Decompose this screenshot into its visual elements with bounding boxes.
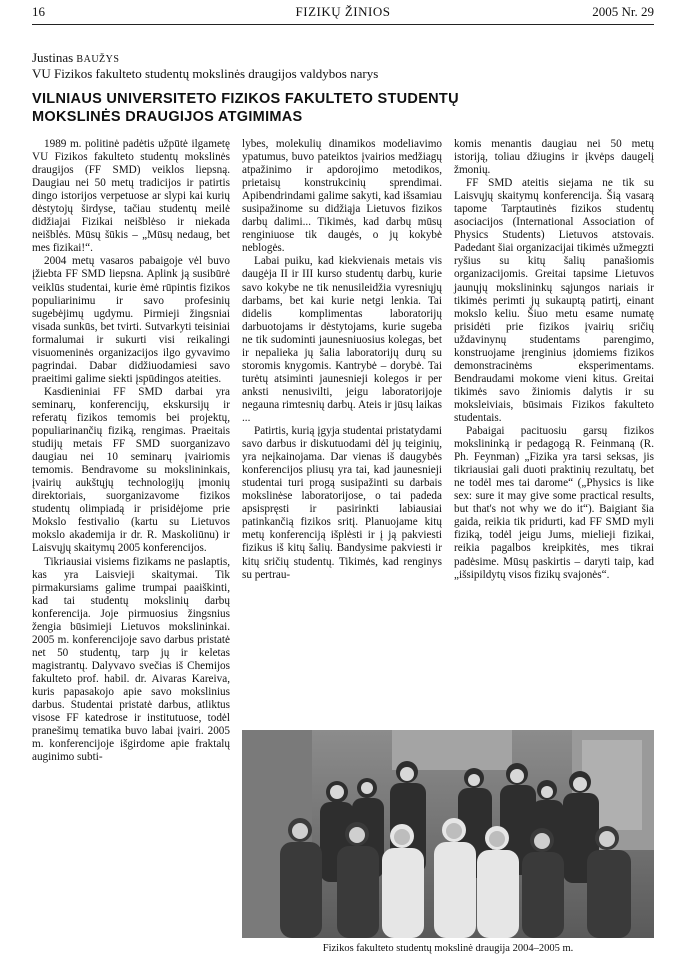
author-first-name: Justinas	[32, 50, 77, 65]
group-photo-image	[242, 730, 654, 938]
journal-title: FIZIKŲ ŽINIOS	[295, 4, 391, 19]
text-column-2	[242, 138, 442, 582]
paragraph: lybes, molekulių dinamikos modeliavimo ypatumus, buvo pateiktos įvairios medžiagų atpažinimo ir apdorojimo metodikos, prietaisų konstrukcinių sprendimai. Apibendrindami galime sakyti, kad išsamiau susipažinome su didžiąja Lietuvos fizikos darbų dalimi... Tikimės, kad darbų mūsų renginiuose tik daugės, o jų kokybė neblogės.	[242, 138, 442, 255]
paragraph: 1989 m. politinė padėtis užpūtė ilgametę VU Fizikos fakulteto studentų mokslinės draugijos (FF SMD) veiklos liepsną. Daugiau nei 50 metų tradicijos ir patirtis dingo istorijos verpetuose ar slypi kai kurių dėstytojų širdyse, tačiau studentų meilė didžiajai Fizikai neišblėso ir niekada neišblės. Mūsų šūkis – „Mūsų nedaug, bet mes fizikai!“.	[32, 138, 230, 255]
paragraph: Kasdieniniai FF SMD darbai yra seminarų, konferencijų, ekskursijų ir referatų fizikos temomis bei projektų, populiarinančių fiziką, rengimas. Praeitais studijų metais FF SMD suorganizavo daugiau nei 10 seminarų įvairiomis temomis. Bendravome su mokslininkais, įvairių aukštųjų technologijų įmonių direktoriais, suorganizavome fizikos studentų olimpiadą ir prisidėjome prie Mokslo festivalio (kartu su Lietuvos mokslo akademija ir dr. R. Maskoliūnu) ir Laisvųjų skaitymų 2005 konferencijos.	[32, 385, 230, 555]
paragraph: Pabaigai pacituosiu garsų fizikos mokslininką ir pedagogą R. Feinmaną (R. Ph. Feynman) „Fizika yra tarsi seksas, jis tikriausiai gali duoti praktinių rezultatų, bet ne todėl mes tai darome“ („Physics is like sex: sure it may give some practical results, but that's not why we do it“). Baigiant šia gaida, reikia tik pridurti, kad FF SMD myli fiziką, todėl jeigu Jums, mielieji fizikai, reikia pagalbos kreipkitės, mes tikrai padėsime. Mūsų paskirtis – daryti taip, kad „išsipildytų visos fizikų svajonės“.	[454, 425, 654, 581]
author-last-name: BAUŽYS	[76, 54, 120, 65]
paragraph: 2004 metų vasaros pabaigoje vėl buvo įžiebta FF SMD liepsna. Aplink ją susibūrė veiklūs studentai, kurie ėmė rūpintis fizikos populiarinimu ir savo profesinių sugebėjimų ugdymu. Pirmieji žingsniai visada sunkūs, bet tvirti. Sutvarkyti teisiniai formalumai ir sukurti visi reikalingi visuomeninės organizacijos ilgo gyvavimo pagrindai. Dabar didžiuodamiesi savo praeitimi galime siekti įspūdingos ateities.	[32, 255, 230, 385]
paragraph: komis menantis daugiau nei 50 metų istoriją, toliau džiugins ir įkvėps daugelį žmonių.	[454, 138, 654, 177]
group-photo	[242, 730, 654, 938]
article-title-line-1: VILNIAUS UNIVERSITETO FIZIKOS FAKULTETO STUDENTŲ	[32, 91, 459, 107]
photo-caption: Fizikos fakulteto studentų mokslinė draugija 2004–2005 m.	[322, 943, 574, 954]
paragraph: Tikriausiai visiems fizikams ne paslaptis, kas yra Laisvieji skaitymai. Tik pirmakursiams galime trumpai paaiškinti, kad tai studentų mokslinių darbų konferencija. Joje pirmuosius žingsnius žengia būsimieji Lietuvos mokslininkai. 2005 m. konferencijoje savo darbus pristatė net 50 studentų, tarp jų ir keletas magistrantų. Dalyvavo svečias iš Chemijos fakulteto prof. habil. dr. Aivaras Kareiva, kuris papasakojo apie savo mokslinius darbus. Studentai pristatė darbus, atliktus visose FF katedrose ir institutuose, todėl pranešimų tematika buvo labai įvairi. 2005 m. konferencijoje išgirdome apie fraktalų auginimo subti-	[32, 555, 230, 764]
page-header	[32, 4, 654, 24]
paragraph: FF SMD ateitis siejama ne tik su Laisvųjų skaitymų konferencija. Šią vasarą tapome Tarptautinės fizikos studentų asociacijos (International Association of Physics Students) Lietuvos atstovais. Padedant šiai organizacijai tikimės užmegzti ryšius su kitų šalių panašiomis organizacijomis. Greitai tapsime Lietuvos jaunųjų mokslininkų sąjungos nariais ir tikimės perimti jų sukauptą patirtį, einant mokslo keliu. Šiuo metu esame numatę prisidėti prie fizikos įvairių sričių uždavinynų studentams parengimo, konstruojame įrenginius įdomiems fizikos demonstracinėms eksperimentams. Bendraudami mokome vieni kitus. Greitai tikimės savo žiniomis dalytis ir su moksleiviais, būsimais Fizikos fakulteto studentais.	[454, 177, 654, 424]
paragraph: Labai puiku, kad kiekvienais metais vis daugėja II ir III kurso studentų darbų, kurie savo kokybe ne tik nenusileidžia vyresniųjų darbams, bet kai kurie netgi lenkia. Tai didelis komplimentas laboratorijų darbuotojams ir dėstytojams, kurie sugeba ne tik sudominti jaunesniuosius kolegas, bet ir nepalieka jų šalia laboratorijų durų su storomis knygomis. Kantrybė – dorybė. Tai turėtų atsiminti jaunesnieji kolegos ir per anksti nenusivilti, jeigu laboratorijoje negauna rimtesnių darbų. Ateis ir jūsų laikas ...	[242, 255, 442, 424]
article-title	[32, 90, 654, 126]
author-affiliation: VU Fizikos fakulteto studentų mokslinės draugijos valdybos narys	[32, 66, 379, 81]
text-column-3	[454, 138, 654, 582]
page-number: 16	[32, 4, 45, 19]
issue-number: 2005 Nr. 29	[592, 4, 654, 19]
header-divider	[32, 24, 654, 25]
text-column-1	[32, 138, 230, 764]
article-title-line-2: MOKSLINĖS DRAUGIJOS ATGIMIMAS	[32, 109, 303, 125]
paragraph: Patirtis, kurią įgyja studentai pristatydami savo darbus ir diskutuodami dėl jų teiginių, yra neįkainojama. Dar vienas iš daugybės konferencijos pliusų yra tai, kad jaunesnieji studentai turi progą susipažinti su darbais mokslinėse laboratorijose, o tai padeda apsispręsti ir pasirinkti labiausiai patinkančią fizikos sritį. Planuojame kitų metų konferenciją išplėsti ir į ją pakviesti fizikus iš kitų šalių. Bandysime pakviesti ir kitų sričių studentų. Tikimės, kad renginys su pertrau-	[242, 425, 442, 581]
author-name	[32, 50, 119, 66]
